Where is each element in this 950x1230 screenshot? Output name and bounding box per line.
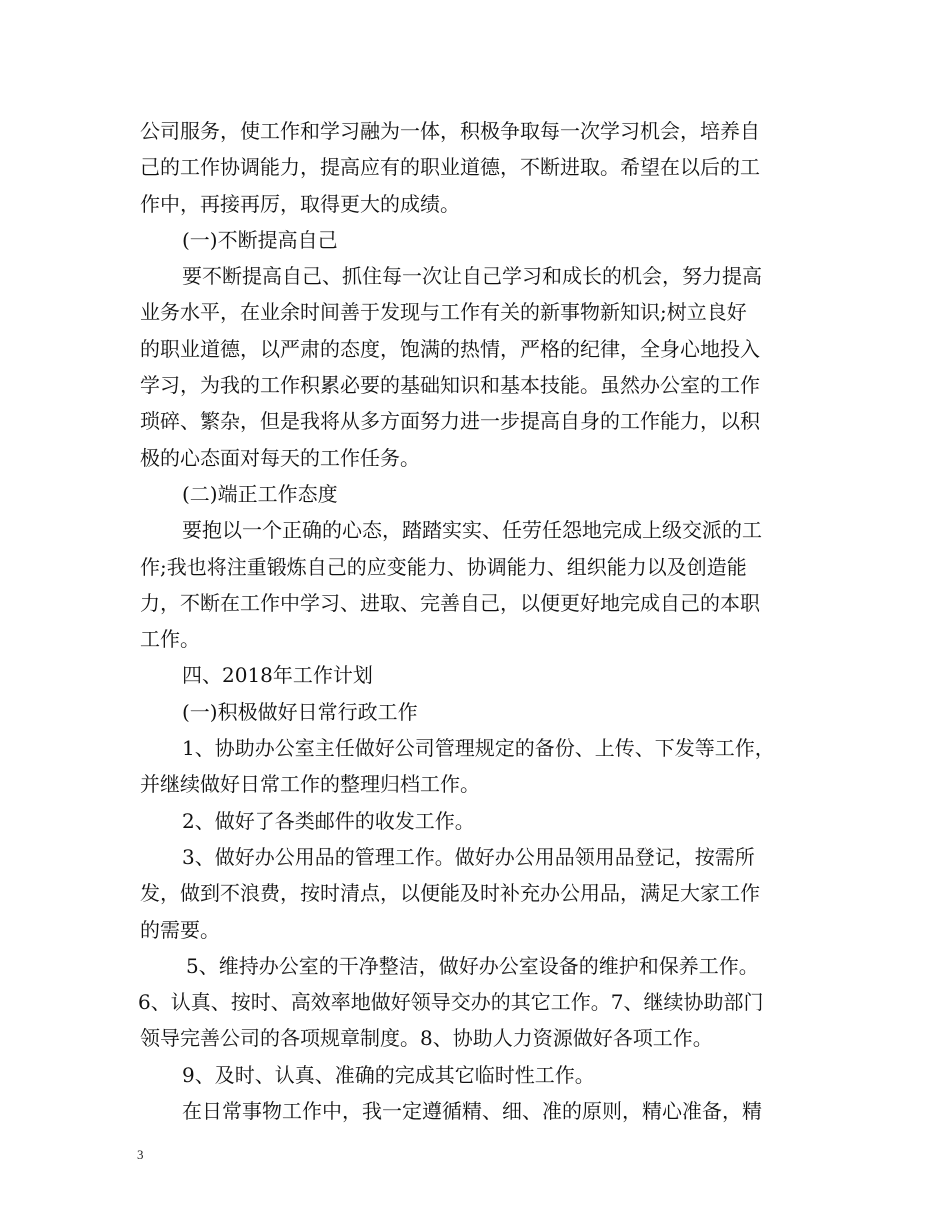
text-line: 学习，为我的工作积累必要的基础知识和基本技能。虽然办公室的工作 [140,373,760,398]
list-item: 2、做好了各类邮件的收发工作。 [182,808,475,833]
text-line: 琐碎、繁杂，但是我将从多方面努力进一步提高自身的工作能力，以积 [140,409,760,434]
text-line: 工作。 [140,627,200,652]
text-line: 己的工作协调能力，提高应有的职业道德，不断进取。希望在以后的工 [140,155,760,180]
text-line: 领导完善公司的各项规章制度。8、协助人力资源做好各项工作。 [140,1026,713,1051]
section-heading: (一)不断提高自己 [182,227,338,252]
text-line: 力，不断在工作中学习、进取、完善自己，以便更好地完成自己的本职 [140,590,760,615]
text-line: 的职业道德，以严肃的态度，饱满的热情，严格的纪律，全身心地投入 [140,336,760,361]
section-heading: 四、2018年工作计划 [182,663,373,688]
list-item: 1、协助办公室主任做好公司管理规定的备份、上传、下发等工作， [182,736,775,761]
section-heading: (二)端正工作态度 [182,481,338,506]
paragraph-start: 要不断提高自己、抓住每一次让自己学习和成长的机会，努力提高 [182,264,762,289]
body-text [140,113,830,1129]
list-item: 3、做好办公用品的管理工作。做好办公用品领用品登记，按需所 [182,844,755,869]
text-line: 作;我也将注重锻炼自己的应变能力、协调能力、组织能力以及创造能 [140,554,747,579]
text-line: 极的心态面对每天的工作任务。 [140,445,420,470]
text-line: 6、认真、按时、高效率地做好领导交办的其它工作。7、继续协助部门 [138,990,764,1015]
list-item: 5、维持办公室的干净整洁，做好办公室设备的维护和保养工作。 [186,953,759,978]
text-line: 作中，再接再厉，取得更大的成绩。 [140,191,460,216]
page-number: 3 [137,1147,144,1162]
text-line: 公司服务，使工作和学习融为一体，积极争取每一次学习机会，培养自 [140,119,760,143]
paragraph-start: 要抱以一个正确的心态，踏踏实实、任劳任怨地完成上级交派的工 [182,518,762,543]
text-line: 业务水平，在业余时间善于发现与工作有关的新事物新知识;树立良好 [140,300,747,325]
subsection-heading: (一)积极做好日常行政工作 [182,699,418,724]
paragraph-start: 在日常事物工作中，我一定遵循精、细、准的原则，精心准备，精 [182,1099,762,1124]
list-item: 9、及时、认真、准确的完成其它临时性工作。 [182,1062,595,1087]
text-line: 发，做到不浪费，按时清点，以便能及时补充办公用品，满足大家工作 [140,881,760,906]
text-line: 的需要。 [140,917,220,942]
text-line: 并继续做好日常工作的整理归档工作。 [140,772,480,797]
